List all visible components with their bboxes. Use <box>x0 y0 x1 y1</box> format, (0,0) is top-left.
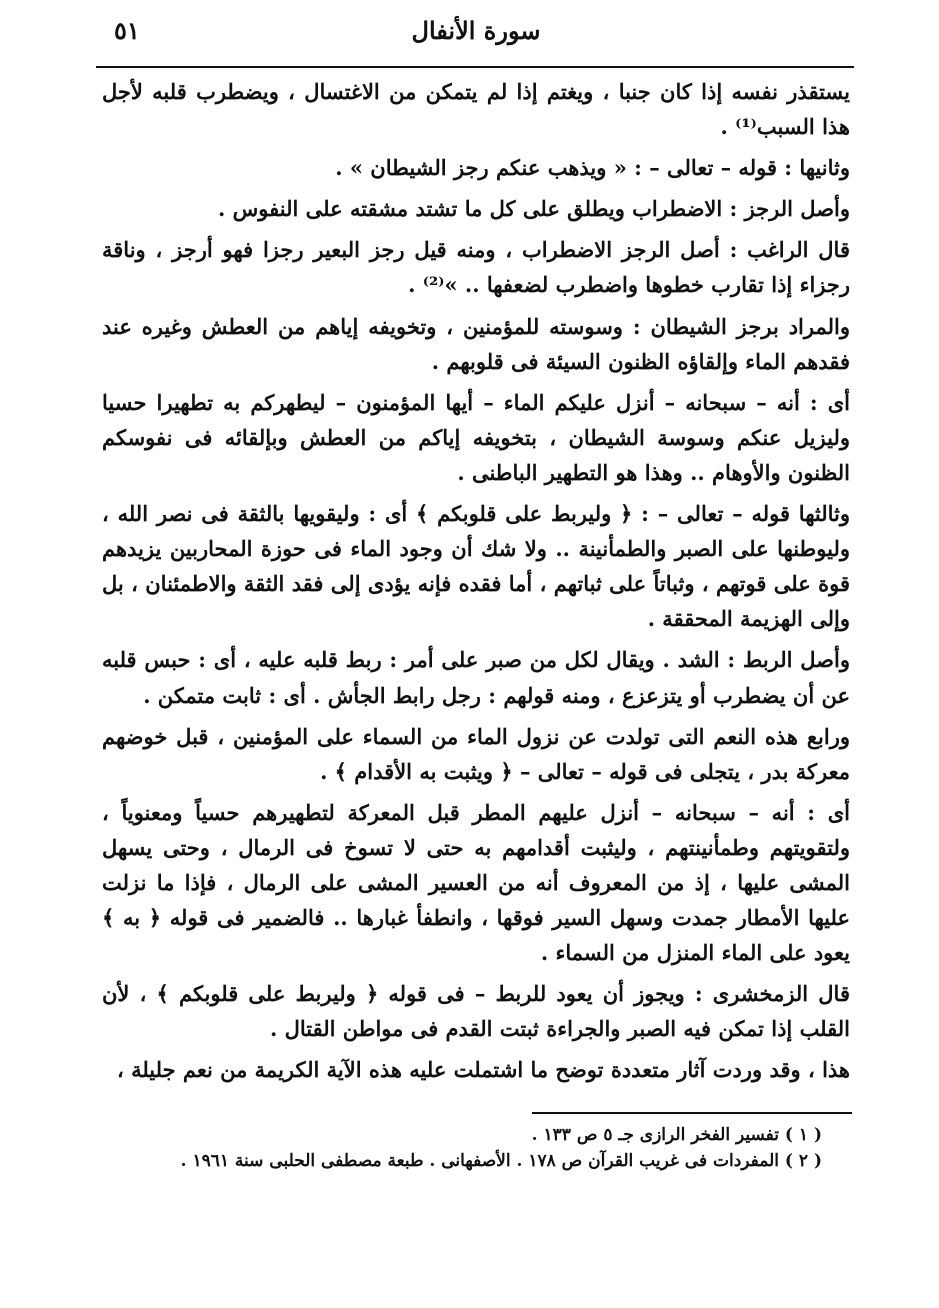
paragraph: قال الراغب : أصل الرجز الاضطراب ، ومنه قيل رجز البعير رجزا فهو أرجز ، وناقة رجزاء إذا تقارب خطوها واضطرب لضعفها .. »⁽²⁾ . <box>102 237 850 298</box>
paragraph: أى : أنه – سبحانه – أنزل عليهم المطر قبل المعركة لتطهيرهم حسياً ومعنوياً ، ولتقويتهم وطمأنينتهم ، وليثبت أقدامهم به حتى لا تسوخ فى الرمال ، وحتى يسهل المشى عليها ، إذ من المعروف أنه من العسير المشى على الرمال ، فإذا ما نزلت عليها الأمطار جمدت وسهل السير فوقها ، وانطفأ غبارها .. فالضمير فى قوله ﴿ به ﴾ يعود على الماء المنزل من السماء . <box>102 799 850 966</box>
main-text <box>102 74 850 1094</box>
paragraph: هذا ، وقد وردت آثار متعددة توضح ما اشتملت عليه هذه الآية الكريمة من نعم جليلة ، <box>116 1057 850 1083</box>
paragraph: وأصل الربط : الشد . ويقال لكل من صبر على أمر : ربط قلبه عليه ، أى : حبس قلبه عن أن يضطرب أو يتزعزع ، ومنه قولهم : رجل رابط الجأش . أى : ثابت متمكن . <box>102 647 850 708</box>
footnote-divider <box>532 1112 852 1114</box>
running-title: سورة الأنفال <box>411 16 541 45</box>
page-header <box>100 12 852 56</box>
paragraph: وثالثها قوله – تعالى – : ﴿ وليربط على قلوبكم ﴾ أى : وليقويها بالثقة فى نصر الله ، وليوطنها على الصبر والطمأنينة .. ولا شك أن وجود الماء فى حوزة المحاربين يزيدهم قوة على قوتهم ، وثباتاً على ثباتهم ، أما فقده فإنه يؤدى إلى فقد الثقة والاطمئنان ، بل وإلى الهزيمة المحققة . <box>102 501 850 632</box>
footnotes <box>102 1122 822 1174</box>
page-number: ٥١ <box>114 16 140 45</box>
paragraph: وأصل الرجز : الاضطراب ويطلق على كل ما تشتد مشقته على النفوس . <box>218 196 850 222</box>
paragraph: أى : أنه – سبحانه – أنزل عليكم الماء – أيها المؤمنون – ليطهركم به تطهيرا حسيا وليزيل عنكم وسوسة الشيطان ، بتخويفه إياكم من العطش وبإلقائه فى نفوسكم الظنون والأوهام .. وهذا هو التطهير الباطنى . <box>102 389 850 485</box>
paragraph: والمراد برجز الشيطان : وسوسته للمؤمنين ، وتخويفه إياهم من العطش وغيره عند فقدهم الماء وإلقاؤه الظنون السيئة فى قلوبهم . <box>102 313 850 374</box>
paragraph: قال الزمخشرى : ويجوز أن يعود للربط – فى قوله ﴿ وليربط على قلوبكم ﴾ ، لأن القلب إذا تمكن فيه الصبر والجراءة ثبتت القدم فى مواطن القتال . <box>102 981 850 1042</box>
footnote: ( ١ ) تفسير الفخر الرازى جـ ٥ ص ١٣٣ . <box>531 1125 822 1145</box>
paragraph: يستقذر نفسه إذا كان جنبا ، ويغتم إذا لم يتمكن من الاغتسال ، ويضطرب قلبه لأجل هذا السبب⁽¹⁾ . <box>102 79 850 140</box>
paragraph: ورابع هذه النعم التى تولدت عن نزول الماء من السماء على المؤمنين ، قبل خوضهم معركة بدر ، يتجلى فى قوله – تعالى – ﴿ ويثبت به الأقدام ﴾ . <box>102 723 850 784</box>
header-divider <box>96 66 854 68</box>
paragraph: وثانيها : قوله – تعالى – : « ويذهب عنكم رجز الشيطان » . <box>335 155 850 181</box>
footnote: ( ٢ ) المفردات فى غريب القرآن ص ١٧٨ . الأصفهانى . طبعة مصطفى الحلبى سنة ١٩٦١ . <box>180 1151 822 1171</box>
